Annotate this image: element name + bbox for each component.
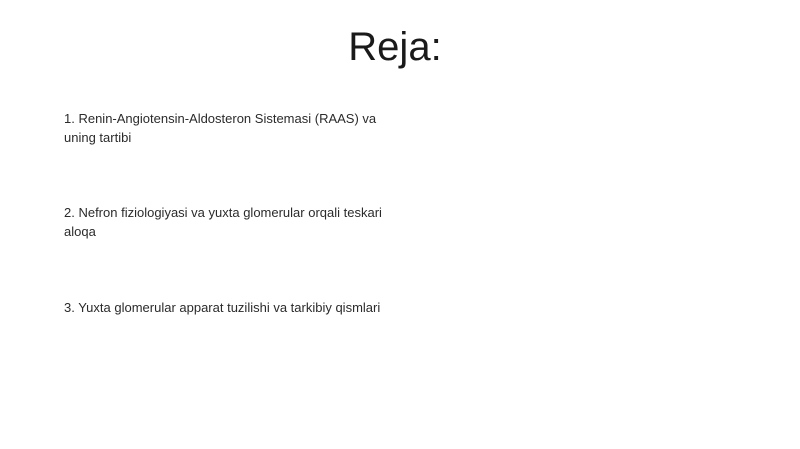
plan-item-2: 2. Nefron fiziologiyasi va yuxta glomerular orqali teskari aloqa xyxy=(64,205,382,239)
plan-item-3: 3. Yuxta glomerular apparat tuzilishi va tarkibiy qismlari xyxy=(64,300,381,315)
plan-item-1: 1. Renin-Angiotensin-Aldosteron Sistemasi (RAAS) va uning tartibi xyxy=(64,111,377,145)
slide-title: Reja: xyxy=(348,25,442,69)
